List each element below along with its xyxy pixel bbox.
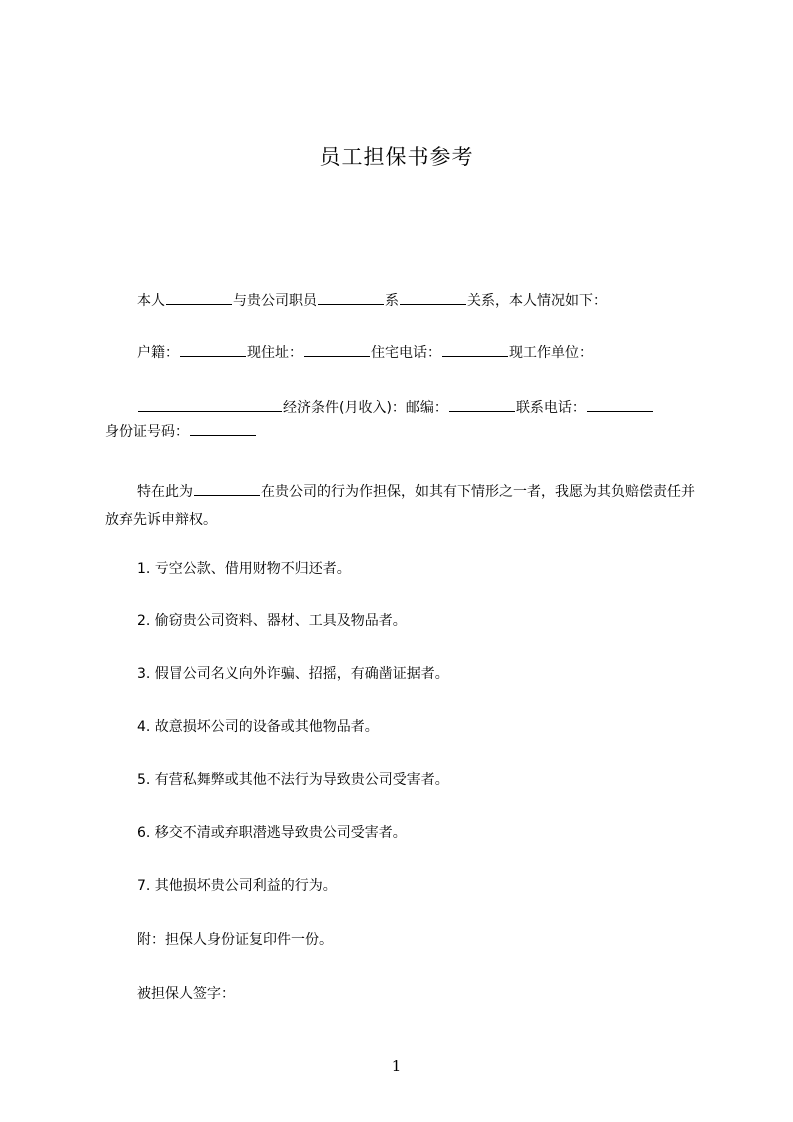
id-number-blank — [190, 421, 256, 436]
work-unit-blank — [138, 397, 282, 412]
home-phone-label: 住宅电话： — [371, 345, 441, 361]
list-item: 2. 偷窃贵公司资料、器材、工具及物品者。 — [137, 613, 407, 629]
postcode-blank — [449, 397, 515, 412]
page-number: 1 — [391, 1057, 402, 1075]
pledge-paragraph — [105, 478, 705, 534]
pledge-text-2: 在贵公司的行为作担保，如其有下情形之一者，我愿为其负赔偿责任并放弃先诉申辩权。 — [105, 484, 695, 528]
address-label: 现住址： — [247, 345, 303, 361]
list-item: 6. 移交不清或弃职潜逃导致贵公司受害者。 — [137, 825, 407, 841]
attachment-note: 附：担保人身份证复印件一份。 — [137, 932, 333, 948]
pledge-text-1: 特在此为 — [137, 484, 193, 500]
info-paragraph-1 — [105, 342, 737, 364]
intro-text-1: 本人 — [137, 293, 165, 309]
list-item: 3. 假冒公司名义向外诈骗、招摇，有确凿证据者。 — [137, 666, 449, 682]
info-line-2 — [105, 421, 705, 443]
intro-paragraph — [105, 290, 737, 312]
info-line-1 — [105, 397, 705, 419]
household-label: 户籍： — [137, 345, 179, 361]
list-item: 4. 故意损坏公司的设备或其他物品者。 — [137, 719, 379, 735]
income-postcode-label: 经济条件(月收入)：邮编： — [283, 400, 448, 416]
document-title: 员工担保书参考 — [319, 145, 474, 169]
household-blank — [180, 342, 246, 357]
id-number-label: 身份证号码： — [105, 424, 189, 440]
info-paragraph-2 — [105, 397, 705, 443]
list-item: 5. 有营私舞弊或其他不法行为导致贵公司受害者。 — [137, 772, 449, 788]
list-item: 1. 亏空公款、借用财物不归还者。 — [137, 561, 351, 577]
signature-label: 被担保人签字： — [137, 986, 235, 1002]
guarantor-name-blank — [166, 290, 232, 305]
intro-text-4: 关系，本人情况如下： — [467, 293, 607, 309]
employee-name-blank — [318, 290, 384, 305]
contact-phone-label: 联系电话： — [515, 400, 586, 416]
list-item: 7. 其他损坏贵公司利益的行为。 — [137, 878, 337, 894]
intro-text-2: 与贵公司职员 — [233, 293, 317, 309]
intro-text-3: 系 — [385, 293, 399, 309]
home-phone-blank — [442, 342, 508, 357]
contact-phone-blank — [587, 397, 653, 412]
pledge-name-blank — [194, 481, 260, 496]
address-blank — [304, 342, 370, 357]
relationship-blank — [400, 290, 466, 305]
work-unit-label: 现工作单位： — [509, 345, 593, 361]
